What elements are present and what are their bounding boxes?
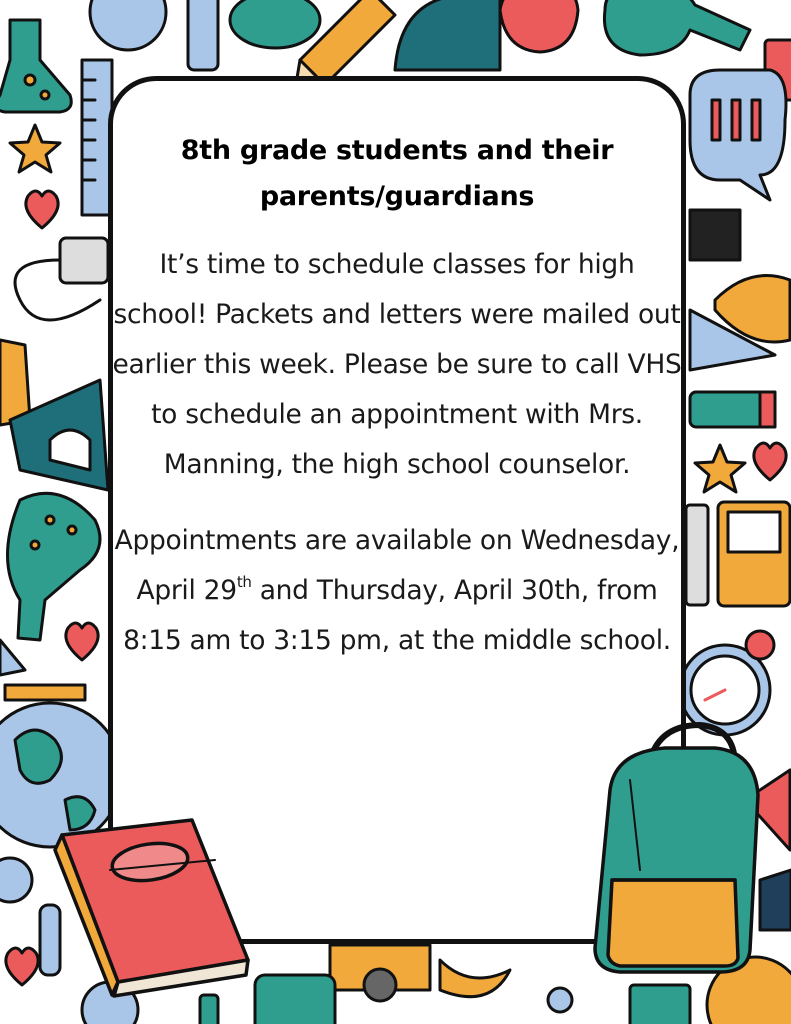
heart-icon bbox=[26, 191, 58, 228]
speech-bubble-icon bbox=[690, 70, 786, 200]
binder-clip-icon bbox=[690, 210, 740, 260]
atom-icon bbox=[548, 988, 572, 1012]
pencil-sharpener-icon bbox=[686, 505, 708, 605]
button-icon bbox=[0, 858, 32, 902]
banana-icon bbox=[440, 960, 510, 997]
alarm-clock-icon bbox=[680, 631, 774, 735]
heart-icon bbox=[6, 948, 38, 985]
paragraph-2-part-2: and Thursday, April 30th, from 8:15 am to 3:15 pm, at the middle school. bbox=[123, 575, 671, 656]
basketball-icon bbox=[707, 957, 791, 1024]
backpack-strap-icon bbox=[760, 870, 791, 930]
pencil-icon bbox=[745, 770, 790, 850]
heart-icon bbox=[754, 443, 786, 480]
flask-icon bbox=[8, 493, 101, 640]
date-superscript: th bbox=[236, 573, 252, 592]
notice-paragraph-1: It’s time to schedule classes for high school! Packets and letters were mailed out earlier this week. Please be sure to call VHS to schedule an appointment with Mrs. Manning, the high school counselor. bbox=[112, 249, 682, 480]
star-icon bbox=[695, 445, 745, 492]
flask-icon bbox=[0, 20, 71, 112]
test-tube-icon bbox=[40, 905, 60, 975]
protractor-icon bbox=[395, 0, 500, 70]
heart-icon bbox=[66, 623, 98, 660]
paragraph-2-part-1: Appointments are available on Wednesday, April 29 bbox=[114, 525, 680, 606]
usb-icon bbox=[60, 238, 108, 283]
clock-icon bbox=[82, 982, 138, 1024]
pen-icon bbox=[200, 995, 218, 1024]
sharpener-icon bbox=[230, 0, 320, 48]
calculator-icon bbox=[718, 502, 790, 606]
star-icon bbox=[10, 125, 60, 172]
apple-icon bbox=[500, 0, 578, 52]
notice-paragraph-2 bbox=[112, 516, 682, 666]
marker-icon bbox=[188, 0, 218, 70]
ruler-icon bbox=[630, 985, 690, 1024]
tape-icon bbox=[90, 0, 166, 50]
flask-icon bbox=[604, 0, 750, 55]
globe-icon bbox=[0, 685, 122, 847]
marker-icon bbox=[255, 975, 335, 1024]
notice-heading: 8th grade students and their parents/guardians bbox=[180, 135, 614, 212]
notice-content bbox=[112, 128, 682, 666]
paper-plane-icon bbox=[0, 640, 25, 675]
